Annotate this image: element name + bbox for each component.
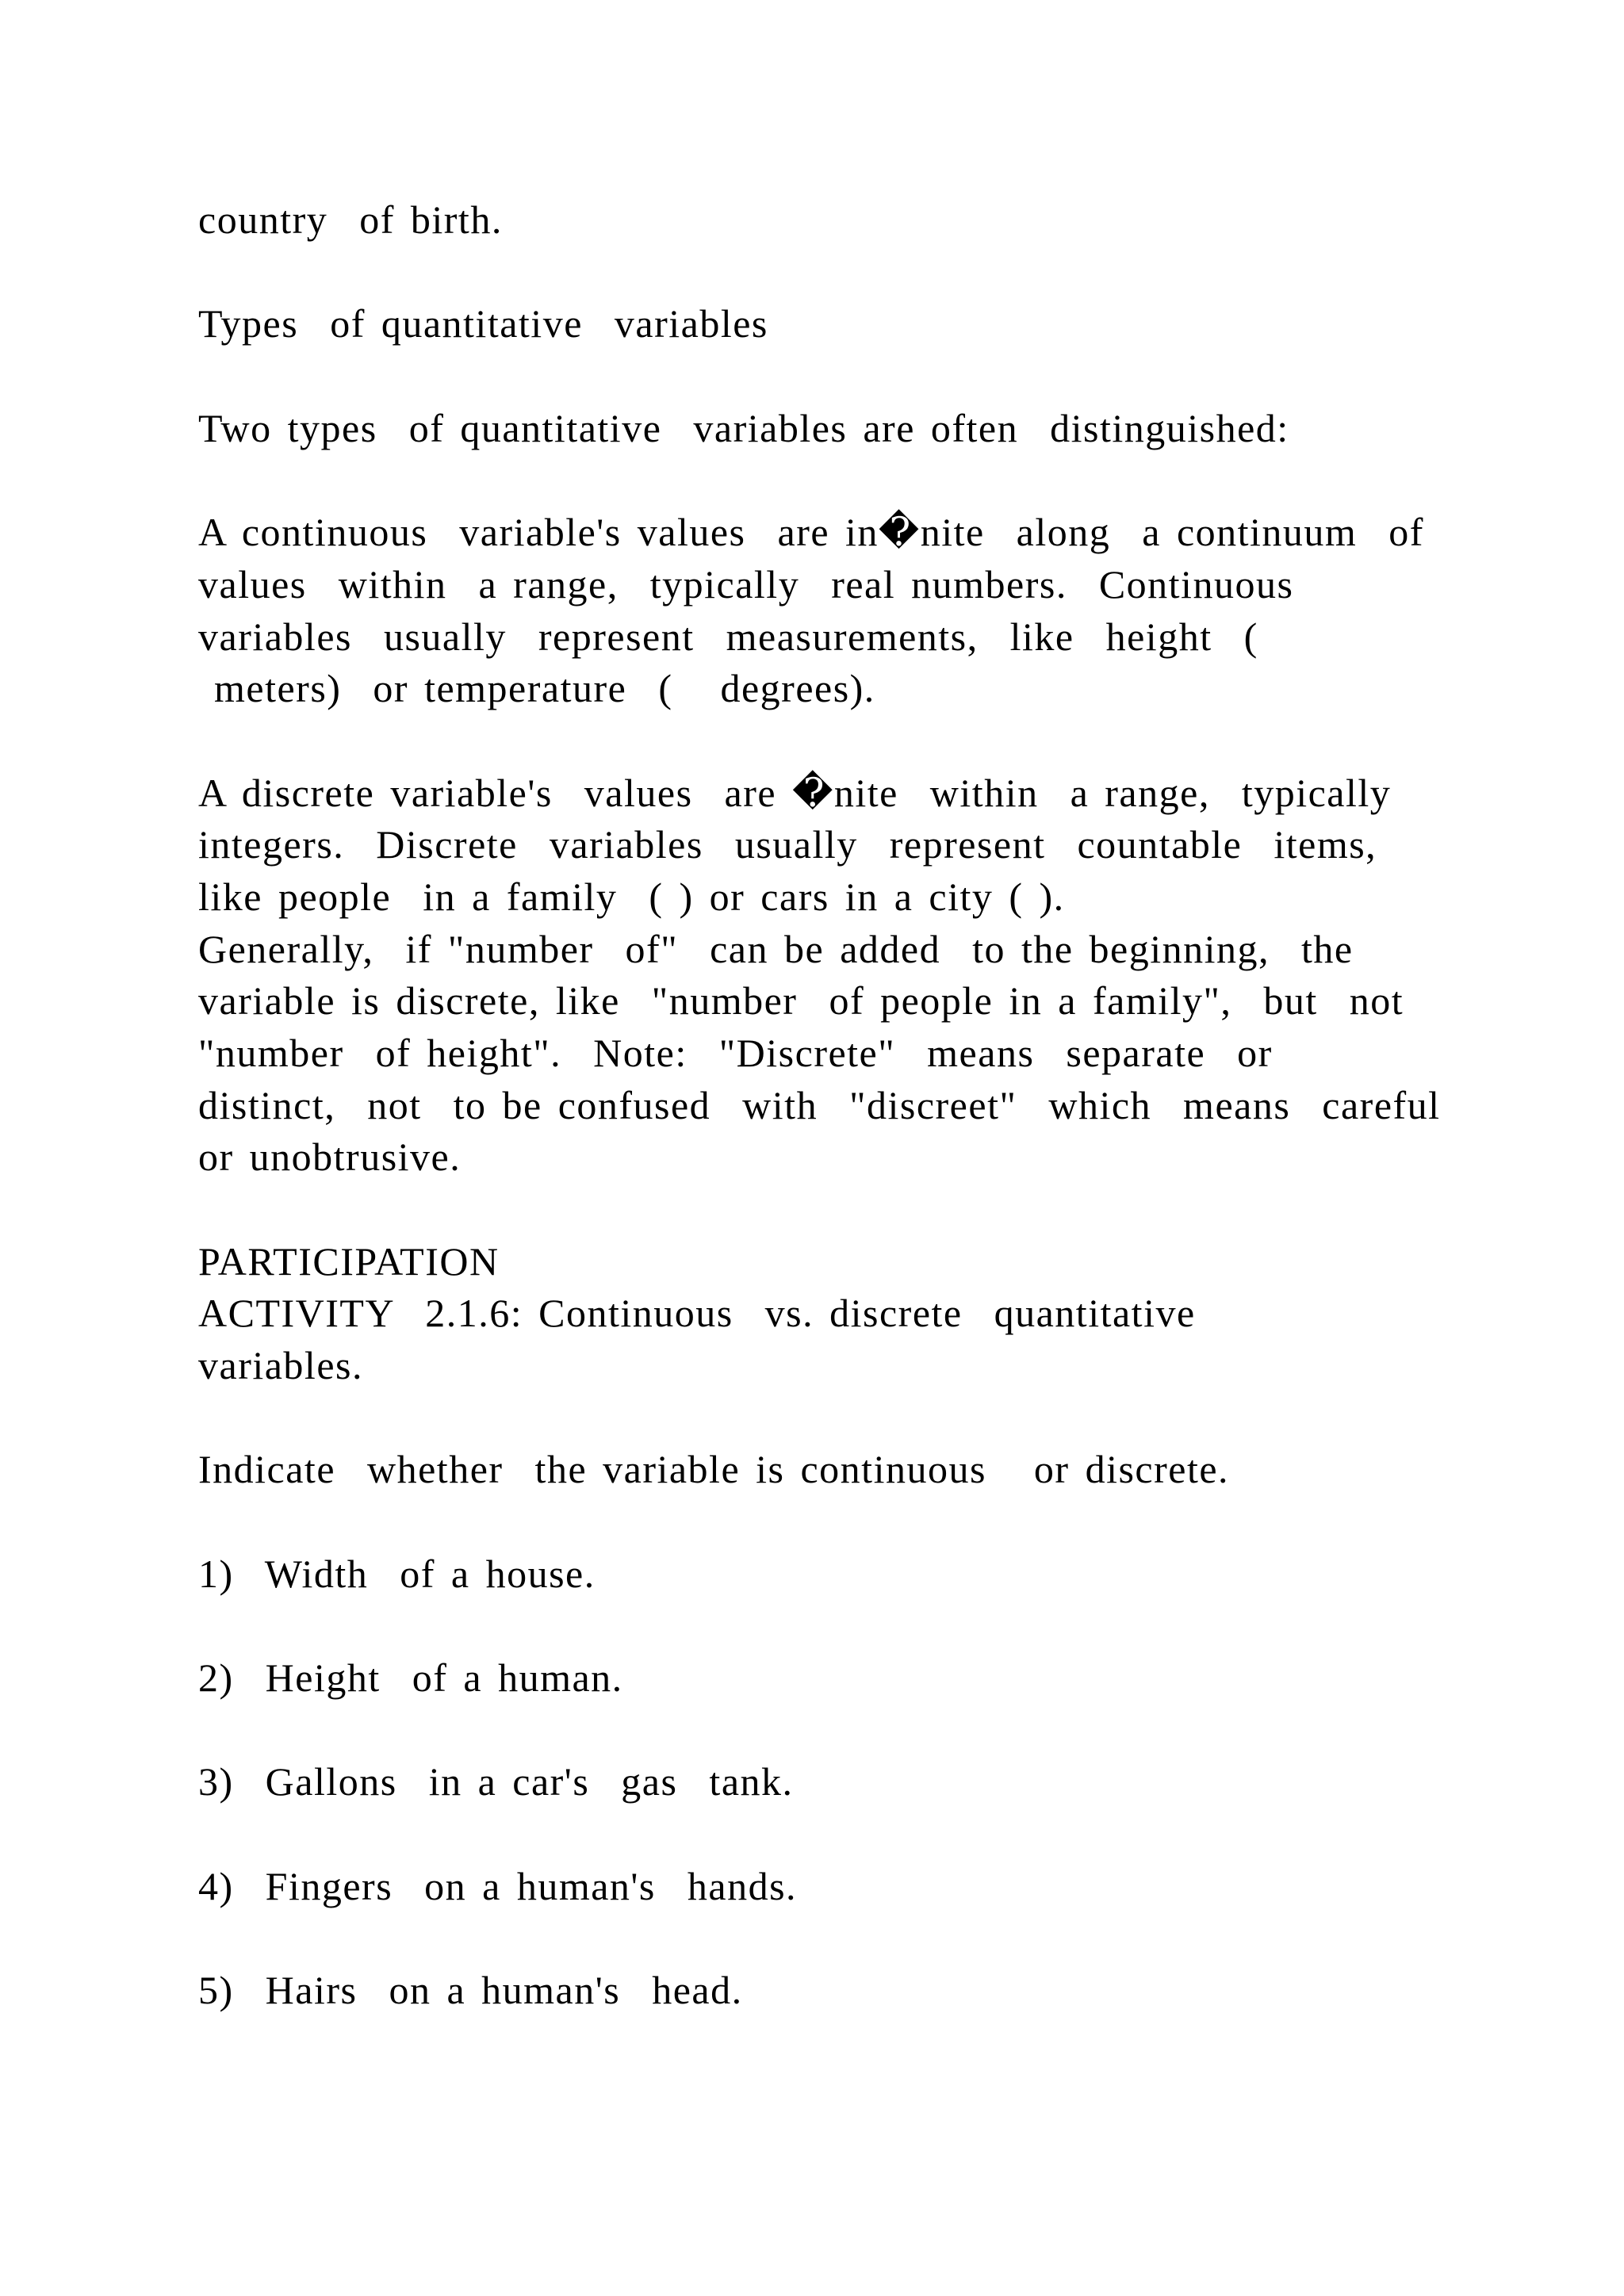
text-line: Two types of quantitative variables are often distinguished:	[198, 406, 1289, 450]
text-line: A discrete variable's values are �nite within a range, typically	[198, 771, 1392, 815]
question-item: 1) Width of a house.	[198, 1552, 596, 1596]
text-line: country of birth.	[198, 197, 503, 242]
text-line: integers. Discrete variables usually represent countable items,	[198, 822, 1377, 867]
text-line: "number of height". Note: "Discrete" means separate or	[198, 1031, 1273, 1075]
text-line: distinct, not to be confused with "discreet" which means careful	[198, 1083, 1441, 1127]
activity-instruction: Indicate whether the variable is continuous or discrete.	[198, 1447, 1230, 1491]
activity-title: variables.	[198, 1343, 363, 1387]
section-heading: Types of quantitative variables	[198, 301, 768, 346]
text-line: values within a range, typically real numbers. Continuous	[198, 562, 1294, 607]
text-line: meters) or temperature ( degrees).	[198, 666, 875, 710]
text-line: like people in a family ( ) or cars in a city ( ).	[198, 874, 1065, 919]
question-item: 2) Height of a human.	[198, 1655, 623, 1700]
text-line: variables usually represent measurements, like height (	[198, 614, 1258, 659]
text-line: variable is discrete, like "number of people in a family", but not	[198, 978, 1404, 1023]
question-item: 3) Gallons in a car's gas tank.	[198, 1759, 794, 1804]
question-item: 5) Hairs on a human's head.	[198, 1968, 743, 2012]
activity-label: PARTICIPATION	[198, 1239, 500, 1284]
text-line: A continuous variable's values are in�nite along a continuum of	[198, 510, 1424, 554]
activity-title: ACTIVITY 2.1.6: Continuous vs. discrete quantitative	[198, 1291, 1196, 1335]
text-line: or unobtrusive.	[198, 1135, 462, 1179]
question-item: 4) Fingers on a human's hands.	[198, 1864, 798, 1908]
text-line: Generally, if "number of" can be added to the beginning, the	[198, 927, 1354, 971]
